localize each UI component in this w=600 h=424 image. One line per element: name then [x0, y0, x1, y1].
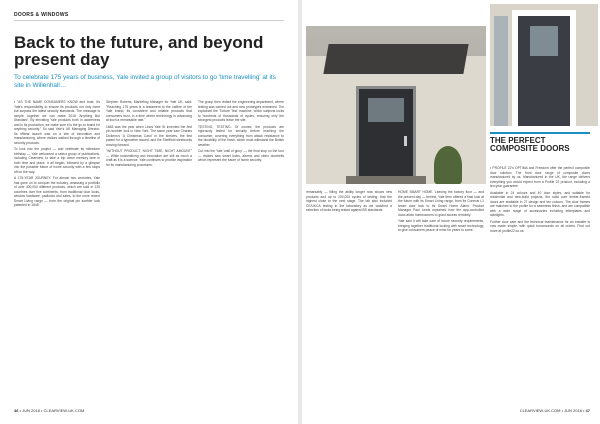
paragraph: Yale said it will take care of future security requirements, bringing together traditional locking with smart technology, to give consumers peace of mind for years to come. — [398, 219, 484, 232]
page-footer: 46 • JUN 2018 • CLEARVIEW-UK.COM — [14, 408, 85, 413]
body-column-2 — [398, 190, 484, 400]
issue-date: JUN 2018 — [22, 408, 40, 413]
section-tag-label: DOORS & WINDOWS — [14, 12, 69, 18]
sidebar-column — [490, 166, 590, 400]
page-footer: CLEARVIEW-UK.COM • JUN 2018 • 47 — [519, 408, 590, 413]
paragraph: Cut into the Yale 'wall of glory' — the final stop on the tour — visitors saw smart locks, alarms and video doorbells which represent the future of home security. — [198, 149, 284, 162]
paragraph: TESTING, TESTING. Of course, the products are rigorously tested for security before reaching the consumer, covering everything from attack resistance to the durability of the finish, which must withstand the British weather. — [198, 124, 284, 147]
section-tag — [14, 12, 69, 18]
paragraph: HOME SMART HOME. Leaving the factory floor — and the present day — behind, Yale then offered a final look at the future with its Smart Living range, from its Conexis L1 smart door lock to its Smart Home Alarm. Product Manager Paul Lewis explained how the app-controlled locks allow homeowners to grant access remotely. — [398, 190, 484, 217]
headline: Back to the future, and beyond present day — [14, 33, 264, 69]
standfirst: To celebrate 175 years of business, Yale invited a group of visitors to go 'time travelling' at its site in Willenhall… — [14, 74, 276, 89]
house-exterior-photo — [306, 26, 486, 184]
body-column-2 — [106, 100, 192, 400]
paragraph: • PROFILE 22's OPTIMA and Freedom offer the perfect composite door solution. The front door range of composite doors manufactured by us. Manufactured in the UK, the range delivers everything you would expect from a Profile 22 product, including a ten-year guarantee. — [490, 166, 590, 188]
paragraph: "WITHOUT PRODUCT, NIGHT TIME, NIGHT AMOUNT" — While locksmithing and innovation are still as much a craft as it is a science, Yale continues to provide inspiration for its manufacturing processes. — [106, 149, 192, 167]
right-page — [302, 0, 600, 424]
paragraph: The group then visited the engineering department, where testing was carried out and new prototypes examined. Tim explained the 'Torture Test' machine, which subjects locks to hundreds of thousands of cycles, ensuring only the strongest products leave the site. — [198, 100, 284, 122]
paragraph: • "AS THE NAME CONSUMERS KNOW and trust, it's Yale's responsibility to ensure its products not only meet but surpass the latest security standards. The message is simple, together we can make 2018 'Anything But Standard'. By elevating Yale products both in awareness and in its production, we make sure it is the go-to brand for anything security." So said Yale's UK Managing Director. Its official launch was on a site of innovation and manufacturing, where visitors walked through a timeline of security products. — [14, 100, 100, 145]
paragraph: Stephen Roberts, Marketing Manager for Yale UK, said: "Reaching 175 years is a testament to the calibre of the Yale brand, its consistent and reliable products that consumers trust, in a time where technology is advancing at such a remarkable rate." — [106, 100, 192, 122]
paragraph: A 175-YEAR JOURNEY. For almost two centuries, Yale has gone on to conquer the industry, amassing a portfolio of over 400,000 different products, which are sold in 125 countries over five continents, from traditional door locks, window hardware, padlocks and safes, to the more recent Smart Living range — from the original pin tumbler lock patented in 1848. — [14, 176, 100, 207]
page-number: 47 — [585, 408, 590, 413]
paragraph: 1848 was the year when Linus Yale Sr invented the first pin tumbler lock in New York. The same year saw Charles Dickens's 'A Christmas Carol' in the shelves, the first patent for a typewriter issued, and the Sheffield steelworks moving forward. — [106, 124, 192, 147]
body-column-1 — [14, 100, 100, 400]
paragraph: Further door care and the technical maintenance for an installer is now made simple, with quick turnarounds on all orders. Find out more at profile22.co.uk. — [490, 219, 590, 233]
paragraph: To look into the project — and celebrate its milestone birthday — Yale welcomed a select group of publications, including Clearview, to take a trip down memory lane in both time and place. It all began, followed by a glimpse into the possible future of home security with a few stops off on the way. — [14, 147, 100, 174]
site-url: CLEARVIEW-UK.COM — [43, 408, 85, 413]
body-column-3 — [198, 100, 284, 400]
sidebar-title — [490, 132, 590, 154]
sidebar-title-text: THE PERFECT COMPOSITE DOORS — [490, 135, 570, 153]
left-page — [0, 0, 298, 424]
composite-door-photo — [490, 4, 598, 126]
paragraph: Available in 24 colours and 40 door styles, and suitable for residential and new-build projects, the solid core timber-framed doors are available in 27 design and ten colours. The door frames are matched to the profile for a seamless finish, and are compatible with a wide range of accessories including letterplates and sidelights. — [490, 190, 590, 217]
body-column-1 — [306, 190, 392, 400]
site-url: CLEARVIEW-UK.COM — [519, 408, 561, 413]
top-rule — [14, 20, 284, 21]
page-number: 46 — [14, 408, 19, 413]
issue-date: JUN 2018 — [564, 408, 582, 413]
paragraph: remarkably — filling the ability longer now shows new products and up to 200,000 cycles of testing; that the highest close to the next stage. The lab also included CE/UKCA testing in the laboratory as we watched a selection of locks being tested against BS standards. — [306, 190, 392, 212]
